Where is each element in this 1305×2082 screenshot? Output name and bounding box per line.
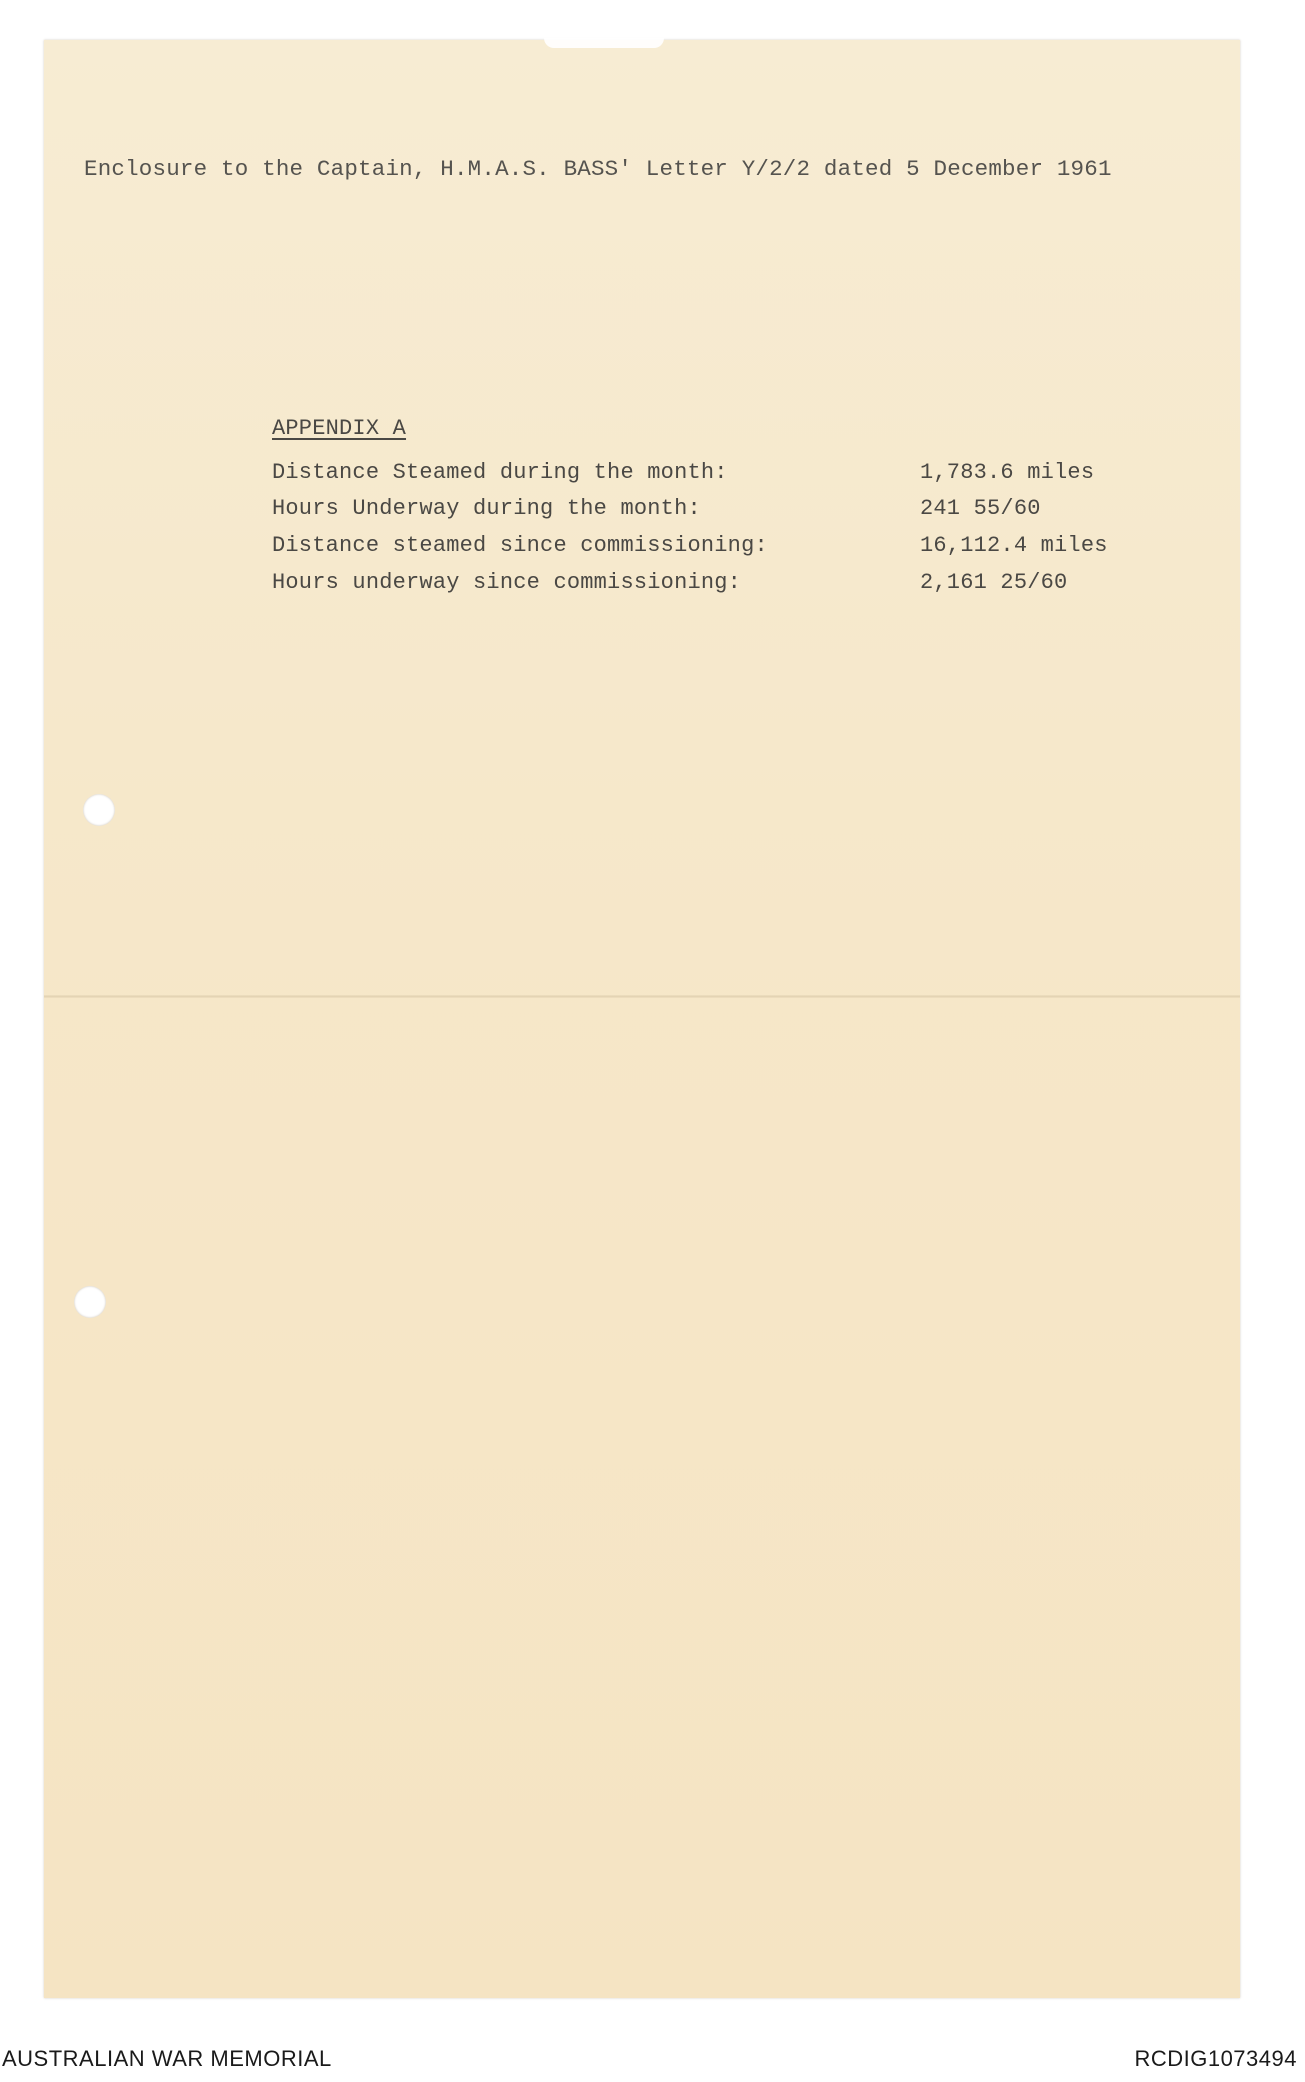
appendix-title: APPENDIX A	[272, 416, 407, 441]
row-label-hours-commissioning: Hours underway since commissioning:	[272, 570, 742, 595]
paper-tear	[544, 38, 664, 48]
document-sheet	[44, 40, 1240, 1998]
paper-fold-line	[44, 995, 1240, 998]
punch-hole	[74, 1286, 106, 1318]
enclosure-line: Enclosure to the Captain, H.M.A.S. BASS' Letter Y/2/2 dated 5 December 1961	[84, 156, 1112, 182]
footer-record-id: RCDIG1073494	[1134, 2046, 1297, 2071]
row-label-hours-month: Hours Underway during the month:	[272, 496, 701, 521]
row-label-distance-month: Distance Steamed during the month:	[272, 460, 728, 485]
punch-hole	[83, 794, 115, 826]
row-value-distance-month: 1,783.6 miles	[920, 460, 1095, 485]
row-value-distance-commissioning: 16,112.4 miles	[920, 533, 1108, 558]
footer-institution: AUSTRALIAN WAR MEMORIAL	[2, 2046, 332, 2071]
row-value-hours-commissioning: 2,161 25/60	[920, 570, 1068, 595]
row-label-distance-commissioning: Distance steamed since commissioning:	[272, 533, 768, 558]
row-value-hours-month: 241 55/60	[920, 496, 1041, 521]
